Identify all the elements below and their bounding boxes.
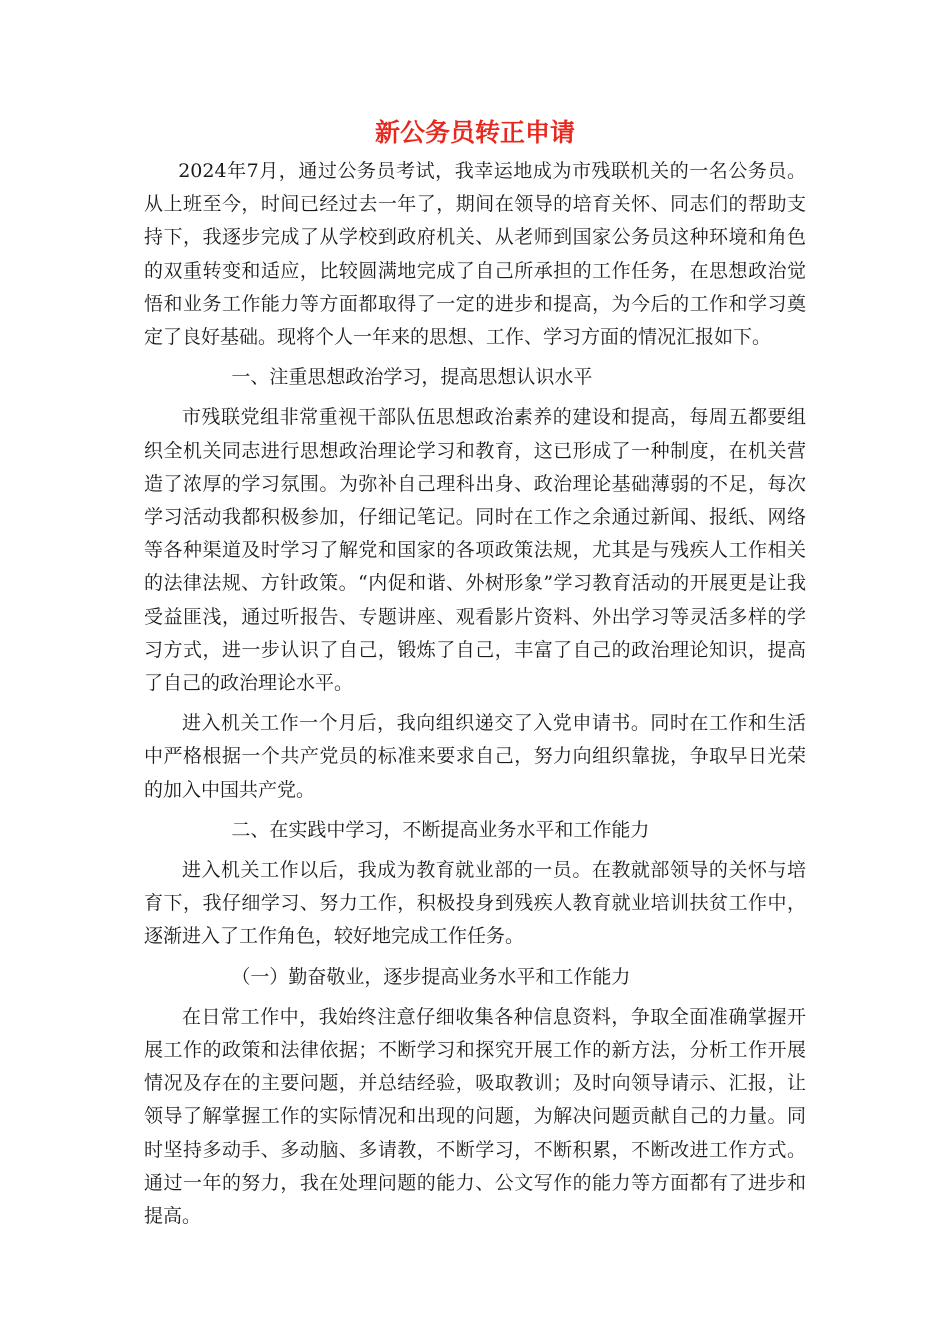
section-heading-2: 二、在实践中学习，不断提高业务水平和工作能力: [231, 818, 650, 841]
body-paragraph: 市残联党组非常重视干部队伍思想政治素养的建设和提高，每周五都要组织全机关同志进行思想政治理论学习和教育，这已形成了一种制度，在机关营造了浓厚的学习氛围。为弥补自己理科出身、政治理论基础薄弱的不足，每次学习活动我都积极参加，仔细记笔记。同时在工作之余通过新闻、报纸、网络等各种渠道及时学习了解党和国家的各项政策法规，尤其是与残疾人工作相关的法律法规、方针政策。“内促和谐、外树形象”学习教育活动的开展更是让我受益匪浅，通过听报告、专题讲座、观看影片资料、外出学习等灵活多样的学习方式，进一步认识了自己，锻炼了自己，丰富了自己的政治理论知识，提高了自己的政治理论水平。: [144, 406, 806, 695]
section-heading-1: 一、注重思想政治学习，提高思想认识水平: [231, 366, 593, 389]
body-paragraph: 进入机关工作一个月后，我向组织递交了入党申请书。同时在工作和生活中严格根据一个共产党员的标准来要求自己，努力向组织靠拢，争取早日光荣的加入中国共产党。: [144, 712, 806, 801]
document-body: [144, 155, 806, 1233]
body-paragraph: 进入机关工作以后，我成为教育就业部的一员。在教就部领导的关怀与培育下，我仔细学习、努力工作，积极投身到残疾人教育就业培训扶贫工作中，逐渐进入了工作角色，较好地完成工作任务。: [144, 859, 806, 948]
subsection-heading-1: （一）勤奋敬业，逐步提高业务水平和工作能力: [231, 965, 631, 988]
body-paragraph: 在日常工作中，我始终注意仔细收集各种信息资料，争取全面准确掌握开展工作的政策和法律依据；不断学习和探究开展工作的新方法，分析工作开展情况及存在的主要问题，并总结经验，吸取教训；及时向领导请示、汇报，让领导了解掌握工作的实际情况和出现的问题，为解决问题贡献自己的力量。同时坚持多动手、多动脑、多请教，不断学习，不断积累，不断改进工作方式。通过一年的努力，我在处理问题的能力、公文写作的能力等方面都有了进步和提高。: [144, 1005, 806, 1228]
intro-paragraph: 2024年7月，通过公务员考试，我幸运地成为市残联机关的一名公务员。从上班至今，时间已经过去一年了，期间在领导的培育关怀、同志们的帮助支持下，我逐步完成了从学校到政府机关、从老师到国家公务员这种环境和角色的双重转变和适应，比较圆满地完成了自己所承担的工作任务，在思想政治觉悟和业务工作能力等方面都取得了一定的进步和提高，为今后的工作和学习奠定了良好基础。现将个人一年来的思想、工作、学习方面的情况汇报如下。: [144, 160, 806, 349]
document-title: 新公务员转正申请: [374, 118, 575, 147]
